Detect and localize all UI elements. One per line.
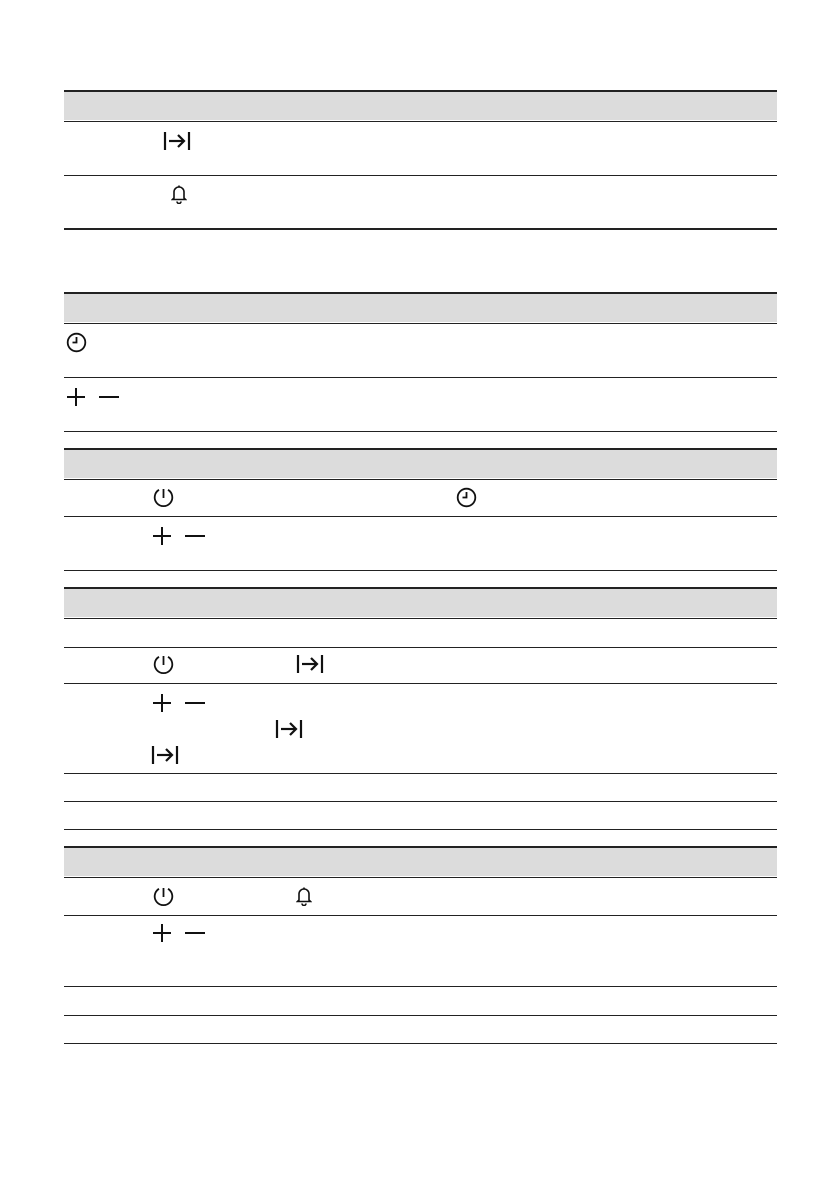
row-separator xyxy=(64,801,777,802)
row-separator xyxy=(64,323,777,324)
row-separator xyxy=(64,618,777,619)
timer-icon xyxy=(153,654,174,675)
table-2-header xyxy=(64,292,777,322)
row-separator xyxy=(64,773,777,774)
table-5-bottom-rule xyxy=(64,1043,777,1044)
row-separator xyxy=(64,1015,777,1016)
row-separator xyxy=(64,516,777,517)
row-separator xyxy=(64,647,777,648)
row-separator xyxy=(64,683,777,684)
table-1-bottom-rule xyxy=(64,228,777,230)
plus-icon xyxy=(66,387,86,407)
arrow-to-bar-icon xyxy=(296,654,324,674)
row-separator xyxy=(64,175,777,176)
plus-icon xyxy=(152,693,172,713)
arrow-to-bar-icon xyxy=(163,131,191,151)
row-separator xyxy=(64,570,777,571)
row-separator xyxy=(64,877,777,878)
bell-icon xyxy=(171,184,187,204)
row-separator xyxy=(64,829,777,830)
table-5-header xyxy=(64,846,777,876)
clock-icon xyxy=(66,332,87,353)
table-1-header xyxy=(64,90,777,120)
row-separator xyxy=(64,431,777,432)
plus-icon xyxy=(152,923,172,943)
row-separator xyxy=(64,121,777,122)
arrow-to-bar-icon xyxy=(151,745,179,765)
row-separator xyxy=(64,479,777,480)
plus-icon xyxy=(152,526,172,546)
minus-icon xyxy=(184,526,206,546)
row-separator xyxy=(64,986,777,987)
table-3-header xyxy=(64,448,777,478)
timer-icon xyxy=(153,886,174,907)
timer-icon xyxy=(153,487,174,508)
minus-icon xyxy=(98,387,120,407)
row-separator xyxy=(64,915,777,916)
row-separator xyxy=(64,377,777,378)
minus-icon xyxy=(184,693,206,713)
minus-icon xyxy=(184,923,206,943)
bell-icon xyxy=(296,886,312,906)
table-4-header xyxy=(64,587,777,617)
arrow-to-bar-icon xyxy=(275,719,303,739)
clock-icon xyxy=(456,487,477,508)
